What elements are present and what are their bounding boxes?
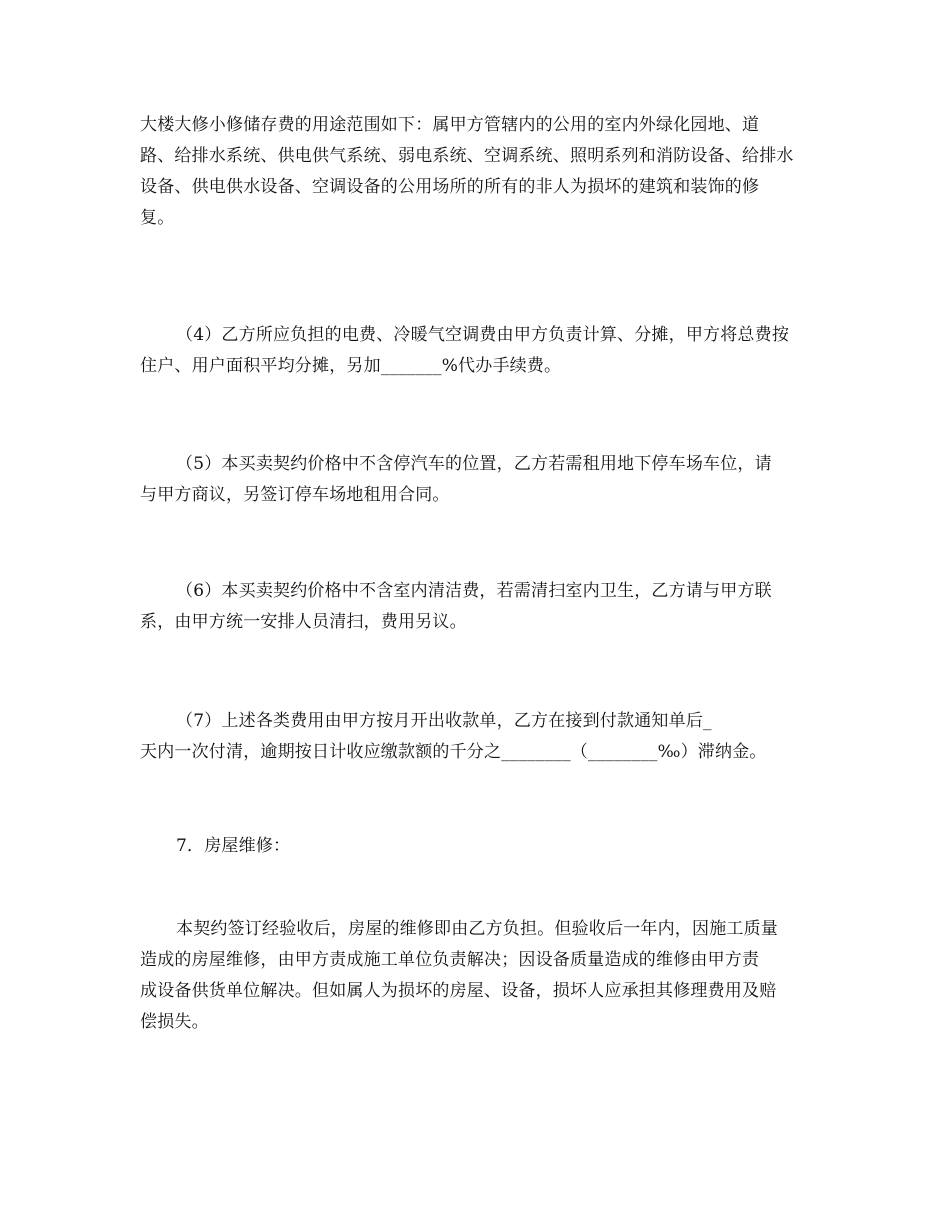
text-line: （7）上述各类费用由甲方按月开出收款单，乙方在接到付款通知单后_ [176,711,712,731]
text-line: 天内一次付清，逾期按日计收应缴款额的千分之________（________‰）滞纳金。 [140,742,767,762]
text-line: 本契约签订经验收后，房屋的维修即由乙方负担。但验收后一年内，因施工质量 [176,919,778,939]
paragraph-clause-6 [140,576,815,638]
text-line: 7．房屋维修： [176,836,291,856]
text-line: 与甲方商议，另签订停车场地租用合同。 [140,485,450,505]
text-line: 住户、用户面积平均分摊，另加_______%代办手续费。 [140,356,562,376]
paragraph-clause-4 [140,320,815,382]
text-line: 偿损失。 [140,1012,209,1032]
text-line: 设备、供电供水设备、空调设备的公用场所的所有的非人为损坏的建筑和装饰的修 [140,177,760,197]
text-line: 路、给排水系统、供电供气系统、弱电系统、空调系统、照明系列和消防设备、给排水 [140,146,794,166]
text-line: （4）乙方所应负担的电费、冷暖气空调费由甲方负责计算、分摊，甲方将总费按 [176,325,790,345]
text-line: 系，由甲方统一安排人员清扫，费用另议。 [140,612,467,632]
paragraph-clause-7 [140,706,815,768]
text-line: 造成的房屋维修，由甲方责成施工单位负责解决；因设备质量造成的维修由甲方责 [140,950,760,970]
paragraph-clause-5 [140,449,815,511]
text-line: （6）本买卖契约价格中不含室内清洁费，若需清扫室内卫生，乙方请与甲方联 [176,581,772,601]
paragraph-maintenance-fund-scope [140,110,815,234]
text-line: （5）本买卖契约价格中不含停汽车的位置，乙方若需租用地下停车场车位，请 [176,454,772,474]
section-heading-house-maintenance [140,831,815,862]
text-line: 复。 [140,208,175,228]
text-line: 大楼大修小修储存费的用途范围如下：属甲方管辖内的公用的室内外绿化园地、道 [140,115,760,135]
paragraph-house-maintenance [140,914,815,1038]
text-line: 成设备供货单位解决。但如属人为损坏的房屋、设备，损坏人应承担其修理费用及赔 [140,981,777,1001]
